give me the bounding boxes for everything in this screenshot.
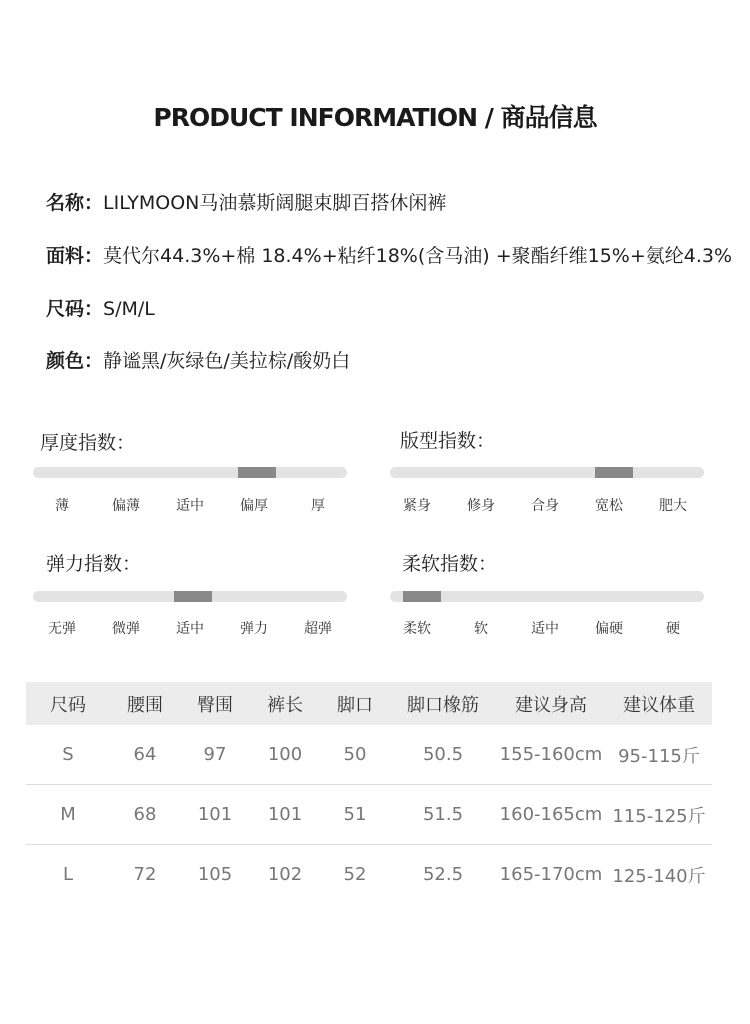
page-title: PRODUCT INFORMATION / 商品信息 — [153, 103, 597, 132]
fit-gauge-title: 版型指数： — [400, 430, 496, 452]
table-header-row — [26, 682, 712, 725]
table-row — [26, 725, 712, 785]
fit-option: 紧身 — [403, 498, 431, 514]
fit-option: 宽松 — [595, 498, 623, 514]
table-cell: 95-115斤 — [606, 725, 712, 785]
table-row — [26, 845, 712, 905]
table-cell: 52.5 — [422, 864, 464, 885]
size-label: 尺码： — [46, 298, 104, 320]
table-cell: S — [26, 725, 110, 785]
table-row — [26, 785, 712, 845]
table-cell: 165-170cm — [499, 864, 603, 885]
header-hip: 臀围 — [180, 682, 250, 725]
table-cell: 72 — [133, 864, 157, 885]
size-value: S/M/L — [103, 298, 155, 320]
thickness-option: 偏薄 — [112, 498, 140, 514]
elasticity-gauge-indicator — [174, 591, 212, 602]
table-cell: 52 — [343, 864, 367, 885]
header-suggested-height: 建议身高 — [496, 682, 606, 725]
softness-option: 偏硬 — [595, 621, 623, 637]
elasticity-gauge-options — [30, 618, 350, 638]
header-suggested-weight: 建议体重 — [606, 682, 712, 725]
elasticity-option: 适中 — [176, 621, 204, 637]
product-name-value: LILYMOON马油慕斯阔腿束脚百搭休闲裤 — [103, 192, 447, 214]
fabric-row — [46, 241, 732, 268]
table-cell: 102 — [267, 864, 303, 885]
table-cell: 51.5 — [390, 785, 496, 845]
header-length: 裤长 — [250, 682, 320, 725]
table-cell: L — [62, 864, 74, 885]
elasticity-gauge-title: 弹力指数： — [46, 553, 142, 575]
table-cell: 97 — [180, 725, 250, 785]
table-cell: M — [26, 785, 110, 845]
thickness-gauge-track — [33, 467, 347, 478]
thickness-gauge-options — [30, 495, 350, 515]
fit-option: 肥大 — [659, 498, 687, 514]
table-cell: 155-160cm — [496, 725, 606, 785]
softness-gauge-track — [390, 591, 704, 602]
color-label: 颜色： — [46, 350, 104, 372]
elasticity-gauge-track — [33, 591, 347, 602]
fabric-value: 莫代尔44.3%+棉 18.4%+粘纤18%(含马油) +聚酯纤维15%+氨纶4.3% — [103, 245, 733, 267]
elasticity-option: 超弹 — [304, 621, 332, 637]
table-cell: 50.5 — [390, 725, 496, 785]
size-chart-table — [26, 682, 712, 904]
fabric-label: 面料： — [46, 245, 104, 267]
softness-option: 硬 — [666, 621, 680, 637]
table-cell: 68 — [110, 785, 180, 845]
elasticity-option: 无弹 — [48, 621, 76, 637]
thickness-gauge-indicator — [238, 467, 276, 478]
header-waist: 腰围 — [110, 682, 180, 725]
thickness-option: 厚 — [311, 498, 325, 514]
table-cell: 160-165cm — [496, 785, 606, 845]
thickness-option: 偏厚 — [240, 498, 268, 514]
header-cuff-elastic: 脚口橡筋 — [390, 682, 496, 725]
table-cell: 125-140斤 — [612, 865, 706, 887]
thickness-gauge-title: 厚度指数： — [40, 432, 136, 454]
softness-option: 柔软 — [403, 621, 431, 637]
softness-option: 软 — [474, 621, 488, 637]
product-name-row — [46, 188, 446, 215]
thickness-option: 薄 — [55, 498, 69, 514]
color-row — [46, 346, 350, 373]
softness-gauge-options — [385, 618, 705, 638]
softness-option: 适中 — [531, 621, 559, 637]
fit-option: 修身 — [467, 498, 495, 514]
fit-gauge-indicator — [595, 467, 633, 478]
table-cell: 105 — [197, 864, 233, 885]
thickness-option: 适中 — [176, 498, 204, 514]
size-row — [46, 294, 155, 321]
table-cell: 101 — [180, 785, 250, 845]
fit-option: 合身 — [531, 498, 559, 514]
fit-gauge-track — [390, 467, 704, 478]
softness-gauge-indicator — [403, 591, 441, 602]
table-cell: 115-125斤 — [606, 785, 712, 845]
header-leg-opening: 脚口 — [320, 682, 390, 725]
softness-gauge-title: 柔软指数： — [402, 553, 498, 575]
color-value: 静谧黑/灰绿色/美拉棕/酸奶白 — [103, 350, 351, 372]
table-cell: 51 — [320, 785, 390, 845]
product-name-label: 名称： — [46, 192, 104, 214]
elasticity-option: 微弹 — [112, 621, 140, 637]
header-size: 尺码 — [26, 682, 110, 725]
elasticity-option: 弹力 — [240, 621, 268, 637]
table-cell: 50 — [320, 725, 390, 785]
fit-gauge-options — [385, 495, 705, 515]
table-cell: 100 — [250, 725, 320, 785]
table-cell: 64 — [110, 725, 180, 785]
table-cell: 101 — [250, 785, 320, 845]
